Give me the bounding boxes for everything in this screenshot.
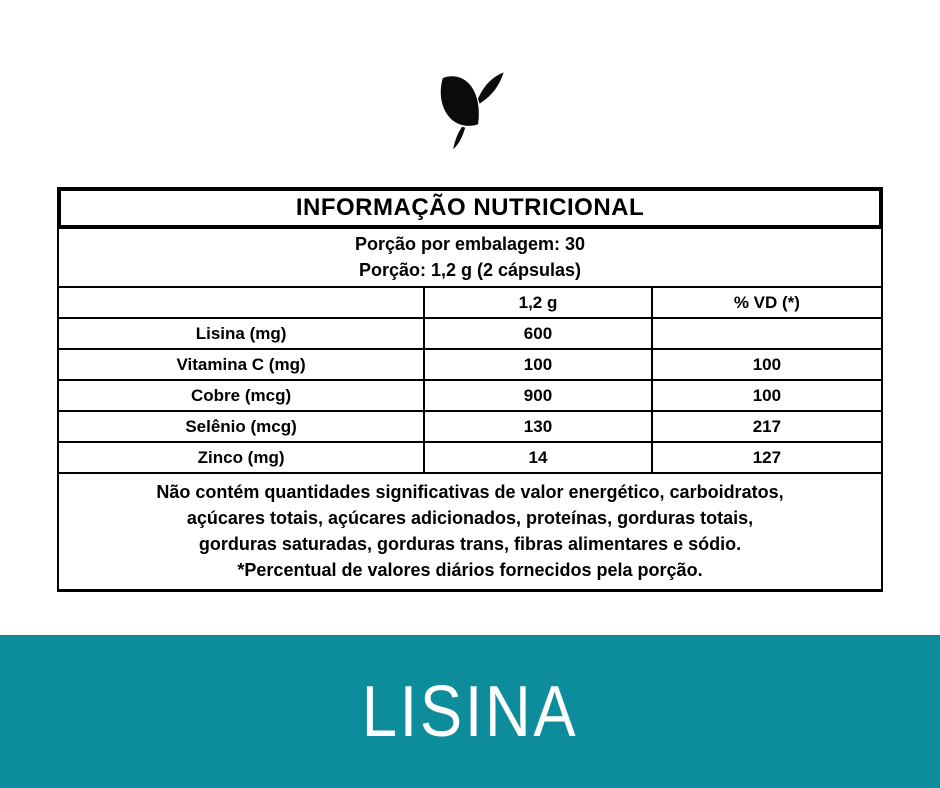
table-row [59,350,881,381]
nutrient-amount: 130 [423,412,651,441]
nutrient-label: Zinco (mg) [197,447,285,467]
nutrition-table-title [57,187,883,229]
nutrient-amount: 100 [423,350,651,379]
header-amount: 1,2 g [423,288,651,317]
servings-per-package: Porção por embalagem: 30 [354,234,586,254]
leaf-bird-logo-icon [428,70,512,150]
table-footnote [59,474,881,589]
nutrient-daily-value: 127 [651,443,881,472]
nutrient-label: Vitamina C (mg) [176,354,306,374]
footnote-line: Não contém quantidades significativas de valor energético, carboidratos, [156,482,784,502]
table-row [59,319,881,350]
footnote-line: gorduras saturadas, gorduras trans, fibras alimentares e sódio. [198,534,742,554]
product-name-banner [0,635,940,788]
nutrient-amount: 14 [423,443,651,472]
header-daily-value: % VD (*) [651,288,881,317]
nutrition-table-body [57,229,883,592]
table-row [59,443,881,474]
nutrient-label: Cobre (mcg) [191,385,292,405]
serving-info [59,229,881,288]
nutrition-table-title-text: INFORMAÇÃO NUTRICIONAL [295,194,645,221]
serving-size: Porção: 1,2 g (2 cápsulas) [358,260,582,280]
nutrition-facts-table [57,187,883,592]
nutrient-daily-value: 100 [651,381,881,410]
nutrient-label: Lisina (mg) [195,323,287,343]
product-name: LISINA [361,671,579,752]
nutrient-label: Selênio (mcg) [185,416,297,436]
footnote-line: açúcares totais, açúcares adicionados, proteínas, gorduras totais, [186,508,754,528]
nutrient-daily-value [651,319,881,348]
footnote-line: *Percentual de valores diários fornecidos pela porção. [237,560,703,580]
nutrient-amount: 900 [423,381,651,410]
nutrient-daily-value: 217 [651,412,881,441]
table-header-row [59,288,881,319]
brand-logo [428,70,512,150]
nutrient-amount: 600 [423,319,651,348]
nutrient-daily-value: 100 [651,350,881,379]
header-nutrient [59,288,423,317]
table-row [59,412,881,443]
table-row [59,381,881,412]
